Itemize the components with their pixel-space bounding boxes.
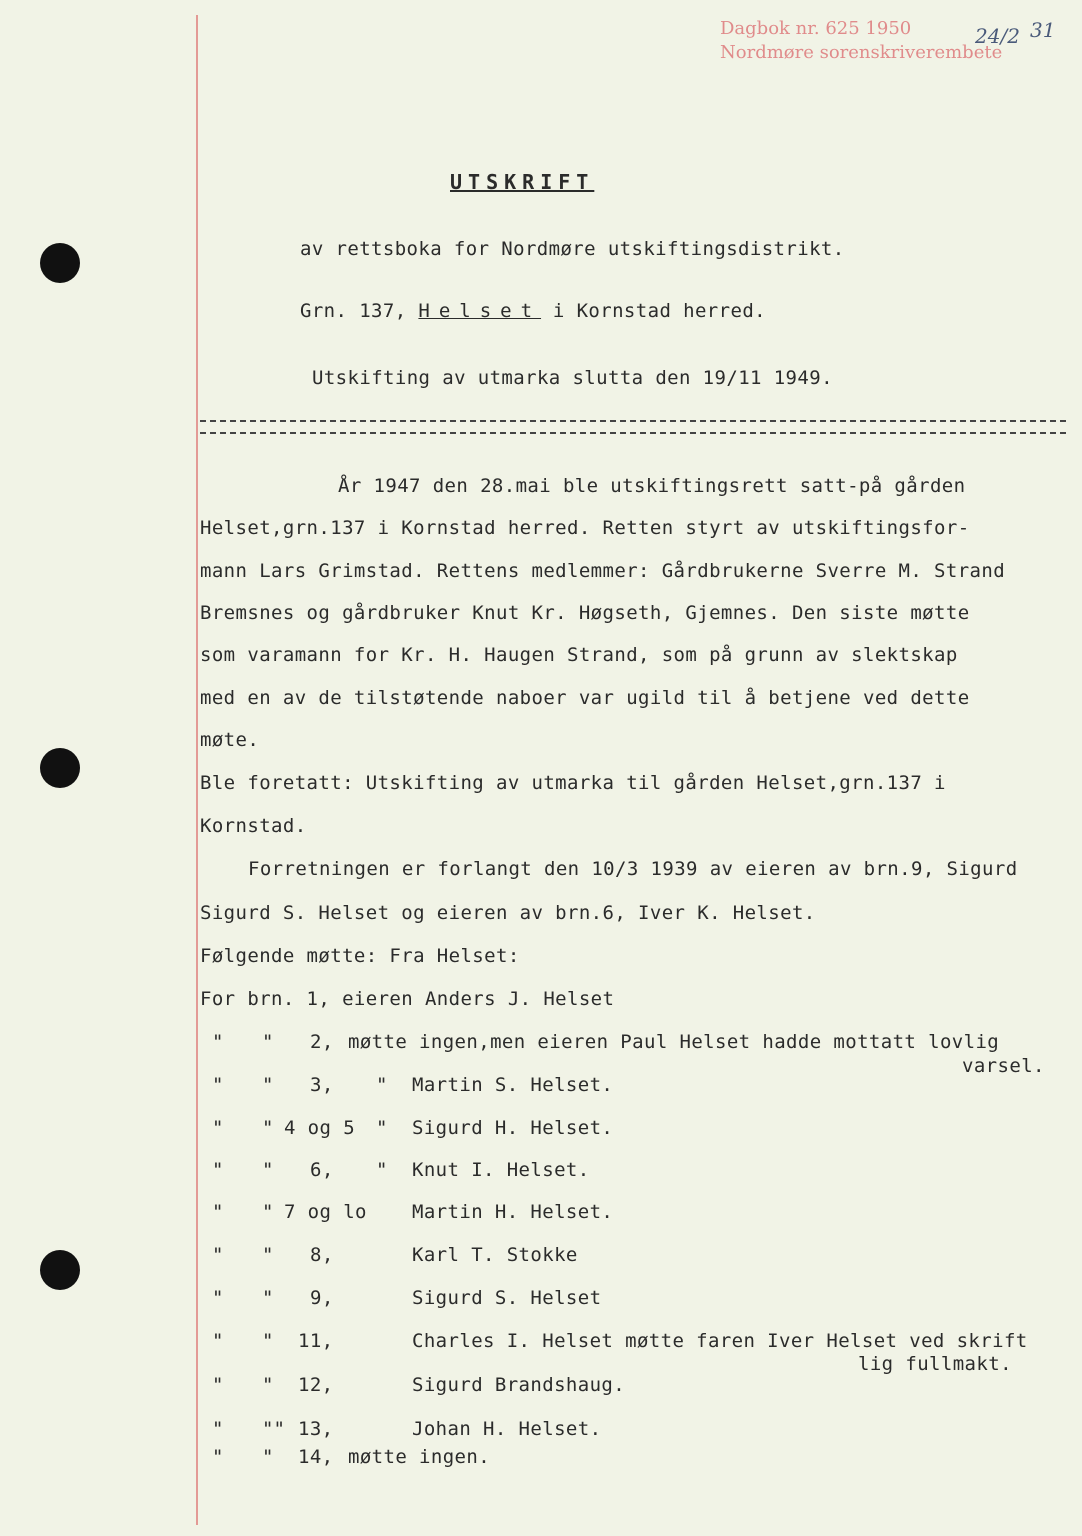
row-number: 8,: [310, 1244, 334, 1266]
property-line: [300, 300, 766, 322]
paragraph-line: Forretningen er forlangt den 10/3 1939 av eieren av brn.9, Sigurd: [248, 858, 1018, 880]
ditto-mark: ": [262, 1244, 274, 1266]
row-number: 6,: [310, 1159, 334, 1181]
punch-hole: [40, 243, 80, 283]
ditto-mark: ": [262, 1287, 274, 1309]
ditto-mark: ": [212, 1446, 224, 1468]
paragraph-line: Sigurd S. Helset og eieren av brn.6, Iver K. Helset.: [200, 902, 816, 924]
paragraph-line: med en av de tilstøtende naboer var ugild til å betjene ved dette: [200, 687, 970, 709]
document-subtitle: av rettsboka for Nordmøre utskiftingsdistrikt.: [300, 238, 845, 260]
row-text: Martin H. Helset.: [412, 1201, 614, 1223]
row-number: 9,: [310, 1287, 334, 1309]
row-number: 12,: [298, 1374, 334, 1396]
ditto-mark: ": [212, 1287, 224, 1309]
handwritten-date: 24/2: [975, 24, 1020, 48]
property-suffix: i Kornstad herred.: [552, 300, 766, 322]
row-text: Sigurd H. Helset.: [412, 1117, 614, 1139]
paragraph-line: Kornstad.: [200, 815, 307, 837]
row-number: 3,: [310, 1074, 334, 1096]
row-number: 13,: [298, 1418, 334, 1440]
ditto-mark: ": [376, 1117, 388, 1139]
ditto-mark: ": [212, 1244, 224, 1266]
ditto-mark: ": [212, 1117, 224, 1139]
property-prefix: Grn. 137,: [300, 300, 407, 322]
stamp-line-2: Nordmøre sorenskriverembete: [720, 42, 1003, 63]
ditto-mark: ": [262, 1117, 274, 1139]
paragraph-line: Ble foretatt: Utskifting av utmarka til gården Helset,grn.137 i: [200, 772, 946, 794]
ditto-mark: ": [262, 1031, 274, 1053]
row-text: Sigurd Brandshaug.: [412, 1374, 626, 1396]
handwritten-page-number: 31: [1030, 18, 1056, 42]
ditto-mark: ": [376, 1159, 388, 1181]
stamp-line-1: Dagbok nr. 625 1950: [720, 18, 912, 39]
property-name: Helset: [418, 300, 542, 322]
paragraph-line: møte.: [200, 729, 260, 751]
punch-hole: [40, 1250, 80, 1290]
row-text: Knut I. Helset.: [412, 1159, 590, 1181]
attendees-intro: Følgende møtte: Fra Helset:: [200, 945, 520, 967]
ditto-mark: "": [262, 1418, 285, 1440]
row-text: møtte ingen.: [348, 1446, 491, 1468]
document-title: UTSKRIFT: [450, 170, 595, 194]
row-number: 7 og lo: [284, 1201, 367, 1223]
ditto-mark: ": [212, 1031, 224, 1053]
paragraph-line: Bremsnes og gårdbruker Knut Kr. Høgseth, Gjemnes. Den siste møtte: [200, 602, 970, 624]
row-number: 2,: [310, 1031, 334, 1053]
ditto-mark: ": [212, 1159, 224, 1181]
ditto-mark: ": [212, 1374, 224, 1396]
ditto-mark: ": [262, 1446, 274, 1468]
completion-line: Utskifting av utmarka slutta den 19/11 1949.: [312, 367, 833, 389]
ditto-mark: ": [262, 1074, 274, 1096]
row-number: 4 og 5: [284, 1117, 356, 1139]
margin-line: [196, 15, 198, 1525]
ditto-mark: ": [212, 1074, 224, 1096]
ditto-mark: ": [262, 1201, 274, 1223]
row-number: 11,: [298, 1330, 334, 1352]
ditto-mark: ": [376, 1074, 388, 1096]
separator-dashes: [200, 420, 1066, 422]
paragraph-line: År 1947 den 28.mai ble utskiftingsrett satt-på gården: [338, 475, 966, 497]
paragraph-line: mann Lars Grimstad. Rettens medlemmer: Gårdbrukerne Sverre M. Strand: [200, 560, 1006, 582]
paragraph-line: Helset,grn.137 i Kornstad herred. Retten styrt av utskiftingsfor-: [200, 517, 970, 539]
row-text: Sigurd S. Helset: [412, 1287, 602, 1309]
ditto-mark: ": [262, 1374, 274, 1396]
punch-hole: [40, 748, 80, 788]
row-text: Charles I. Helset møtte faren Iver Helset ved skrift: [412, 1330, 1028, 1352]
ditto-mark: ": [262, 1330, 274, 1352]
ditto-mark: ": [262, 1159, 274, 1181]
row-text: Karl T. Stokke: [412, 1244, 578, 1266]
paragraph-line: som varamann for Kr. H. Haugen Strand, som på grunn av slektskap: [200, 644, 958, 666]
row-continuation: varsel.: [962, 1055, 1045, 1077]
ditto-mark: ": [212, 1418, 224, 1440]
separator-dashes: [200, 432, 1066, 434]
row-text: Martin S. Helset.: [412, 1074, 614, 1096]
row-continuation: lig fullmakt.: [858, 1353, 1012, 1375]
row-number: 14,: [298, 1446, 334, 1468]
row-text: Johan H. Helset.: [412, 1418, 602, 1440]
ditto-mark: ": [212, 1201, 224, 1223]
attendee-row: For brn. 1, eieren Anders J. Helset: [200, 988, 615, 1010]
ditto-mark: ": [212, 1330, 224, 1352]
row-text: møtte ingen,men eieren Paul Helset hadde mottatt lovlig: [348, 1031, 1000, 1053]
